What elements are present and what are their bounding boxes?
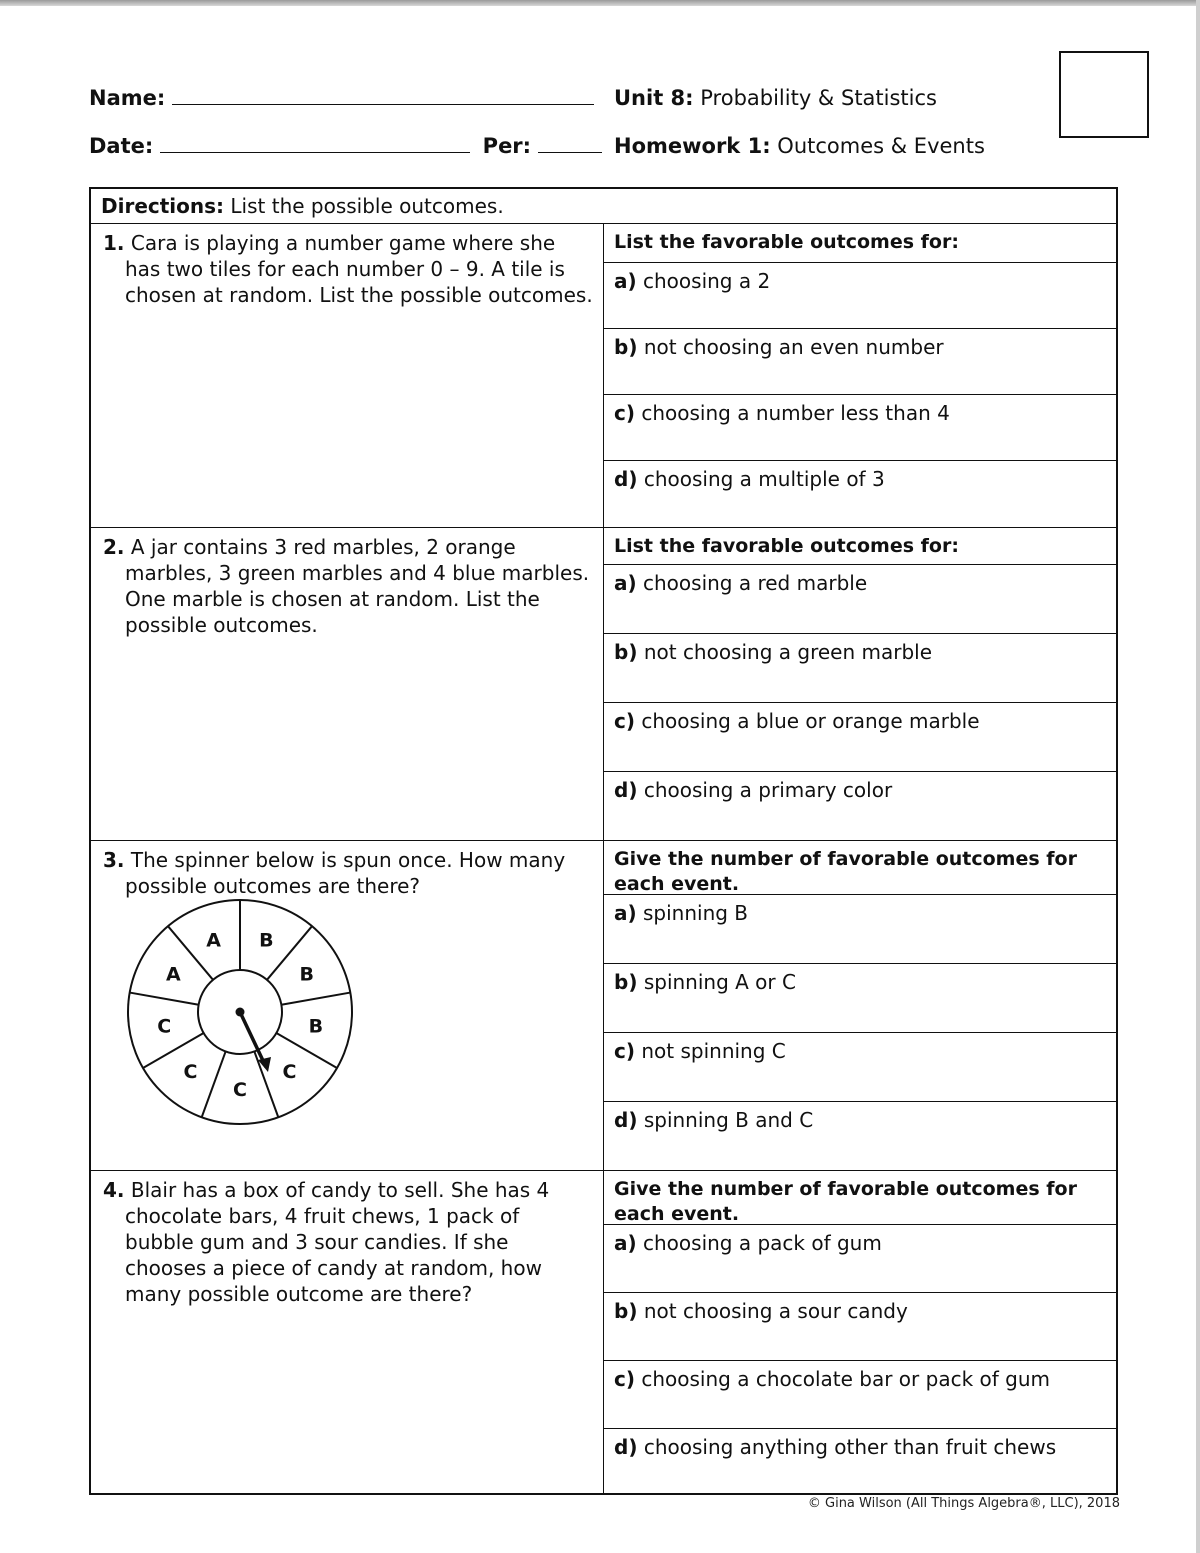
score-box[interactable] xyxy=(1059,51,1149,138)
spinner-section-label: C xyxy=(157,1015,172,1038)
question-3-part-b[interactable] xyxy=(604,964,1116,1033)
per-label: Per: xyxy=(482,134,532,158)
question-3-text: The spinner below is spun once. How many possible outcomes are there? xyxy=(125,848,566,898)
homework-heading xyxy=(614,134,985,158)
part-text: choosing a primary color xyxy=(643,778,893,802)
part-letter: c) xyxy=(614,709,635,733)
part-letter: d) xyxy=(614,1435,638,1459)
scan-right-edge xyxy=(1196,0,1200,1553)
question-2 xyxy=(91,528,603,638)
part-letter: d) xyxy=(614,778,638,802)
question-2-parts xyxy=(604,528,1116,840)
directions-row xyxy=(91,189,1116,224)
question-4-row xyxy=(91,1171,1116,1493)
question-1-part-d[interactable] xyxy=(604,461,1116,526)
question-4-text: Blair has a box of candy to sell. She has 4 chocolate bars, 4 fruit chews, 1 pack of bubble gum and 3 sour candies. If she chooses a piece of candy at random, how many possible outcome are there? xyxy=(125,1178,550,1306)
question-4-part-c[interactable] xyxy=(604,1361,1116,1429)
part-letter: b) xyxy=(614,640,638,664)
question-3-number: 3. xyxy=(103,848,125,872)
spinner-section-label: C xyxy=(282,1060,297,1083)
spinner-arrow xyxy=(240,1012,266,1067)
homework-label: Homework 1: xyxy=(614,134,771,158)
per-blank[interactable] xyxy=(538,152,602,153)
spinner-pivot xyxy=(236,1008,245,1017)
part-text: choosing a chocolate bar or pack of gum xyxy=(641,1367,1051,1391)
date-field xyxy=(89,134,602,158)
worksheet-table xyxy=(89,187,1118,1495)
name-field xyxy=(89,86,594,110)
spinner-section-label: C xyxy=(233,1079,247,1101)
part-letter: b) xyxy=(614,1299,638,1323)
question-2-row xyxy=(91,528,1116,841)
spinner-section-label: A xyxy=(206,929,222,952)
name-label: Name: xyxy=(89,86,166,110)
spinner-spoke xyxy=(202,1051,226,1117)
part-letter: c) xyxy=(614,1039,635,1063)
question-2-part-a[interactable] xyxy=(604,565,1116,634)
question-2-parts-header: List the favorable outcomes for: xyxy=(604,528,1116,565)
spinner-spoke xyxy=(281,993,350,1005)
part-text: spinning A or C xyxy=(643,970,796,994)
part-text: not choosing a green marble xyxy=(643,640,933,664)
spinner-section-label: A xyxy=(165,963,181,986)
part-letter: a) xyxy=(614,1231,637,1255)
homework-title: Outcomes & Events xyxy=(777,134,985,158)
question-3-part-a[interactable] xyxy=(604,895,1116,964)
part-text: not spinning C xyxy=(641,1039,786,1063)
spinner-section-label: C xyxy=(183,1060,198,1083)
part-letter: b) xyxy=(614,970,638,994)
unit-title: Probability & Statistics xyxy=(700,86,937,110)
date-blank[interactable] xyxy=(160,152,470,153)
question-2-part-c[interactable] xyxy=(604,703,1116,772)
question-1-parts xyxy=(604,224,1116,526)
question-1-part-b[interactable] xyxy=(604,329,1116,395)
copyright-footer: © Gina Wilson (All Things Algebra®, LLC), 2018 xyxy=(807,1496,1120,1511)
question-2-text: A jar contains 3 red marbles, 2 orange marbles, 3 green marbles and 4 blue marbles. One marble is chosen at random. List the possible outcomes. xyxy=(125,535,590,637)
question-3-part-d[interactable] xyxy=(604,1102,1116,1169)
part-letter: c) xyxy=(614,1367,635,1391)
part-text: choosing a number less than 4 xyxy=(641,401,950,425)
part-text: choosing a blue or orange marble xyxy=(641,709,980,733)
question-1-text: Cara is playing a number game where she has two tiles for each number 0 – 9. A tile is chosen at random. List the possible outcomes. xyxy=(125,231,593,307)
spinner-section-label: B xyxy=(308,1015,324,1038)
part-text: choosing a multiple of 3 xyxy=(643,467,885,491)
question-4-parts-header: Give the number of favorable outcomes for each event. xyxy=(604,1171,1116,1225)
question-2-part-b[interactable] xyxy=(604,634,1116,703)
question-4-part-b[interactable] xyxy=(604,1293,1116,1361)
part-letter: a) xyxy=(614,901,637,925)
name-blank[interactable] xyxy=(172,104,594,105)
question-1-part-c[interactable] xyxy=(604,395,1116,461)
spinner-section-label: B xyxy=(259,929,274,952)
question-1-number: 1. xyxy=(103,231,125,255)
question-1 xyxy=(91,224,603,308)
question-1-part-a[interactable] xyxy=(604,263,1116,329)
directions-text: List the possible outcomes. xyxy=(230,194,504,218)
spinner-diagram xyxy=(125,897,355,1127)
question-3-part-c[interactable] xyxy=(604,1033,1116,1102)
directions-label: Directions: xyxy=(101,194,225,218)
part-letter: a) xyxy=(614,571,637,595)
part-letter: c) xyxy=(614,401,635,425)
part-letter: d) xyxy=(614,467,638,491)
question-4-parts xyxy=(604,1171,1116,1493)
question-4-part-a[interactable] xyxy=(604,1225,1116,1293)
part-text: spinning B and C xyxy=(643,1108,814,1132)
part-text: not choosing a sour candy xyxy=(643,1299,908,1323)
unit-heading xyxy=(614,86,937,110)
question-3-parts-header: Give the number of favorable outcomes for each event. xyxy=(604,841,1116,895)
part-letter: b) xyxy=(614,335,638,359)
question-1-parts-header: List the favorable outcomes for: xyxy=(604,224,1116,263)
part-text: choosing a pack of gum xyxy=(643,1231,882,1255)
question-2-part-d[interactable] xyxy=(604,772,1116,840)
part-text: spinning B xyxy=(643,901,749,925)
question-3 xyxy=(91,841,603,899)
question-3-parts xyxy=(604,841,1116,1169)
part-letter: a) xyxy=(614,269,637,293)
question-4-number: 4. xyxy=(103,1178,125,1202)
part-text: choosing a 2 xyxy=(643,269,771,293)
question-1-row xyxy=(91,224,1116,528)
scan-top-edge xyxy=(0,0,1200,6)
question-4-part-d[interactable] xyxy=(604,1429,1116,1493)
part-letter: d) xyxy=(614,1108,638,1132)
spinner-section-label: B xyxy=(299,963,314,986)
date-label: Date: xyxy=(89,134,154,158)
part-text: not choosing an even number xyxy=(643,335,944,359)
part-text: choosing anything other than fruit chews xyxy=(643,1435,1057,1459)
part-text: choosing a red marble xyxy=(643,571,868,595)
question-4 xyxy=(91,1171,603,1307)
question-2-number: 2. xyxy=(103,535,125,559)
spinner-spoke xyxy=(130,993,199,1005)
unit-label: Unit 8: xyxy=(614,86,694,110)
